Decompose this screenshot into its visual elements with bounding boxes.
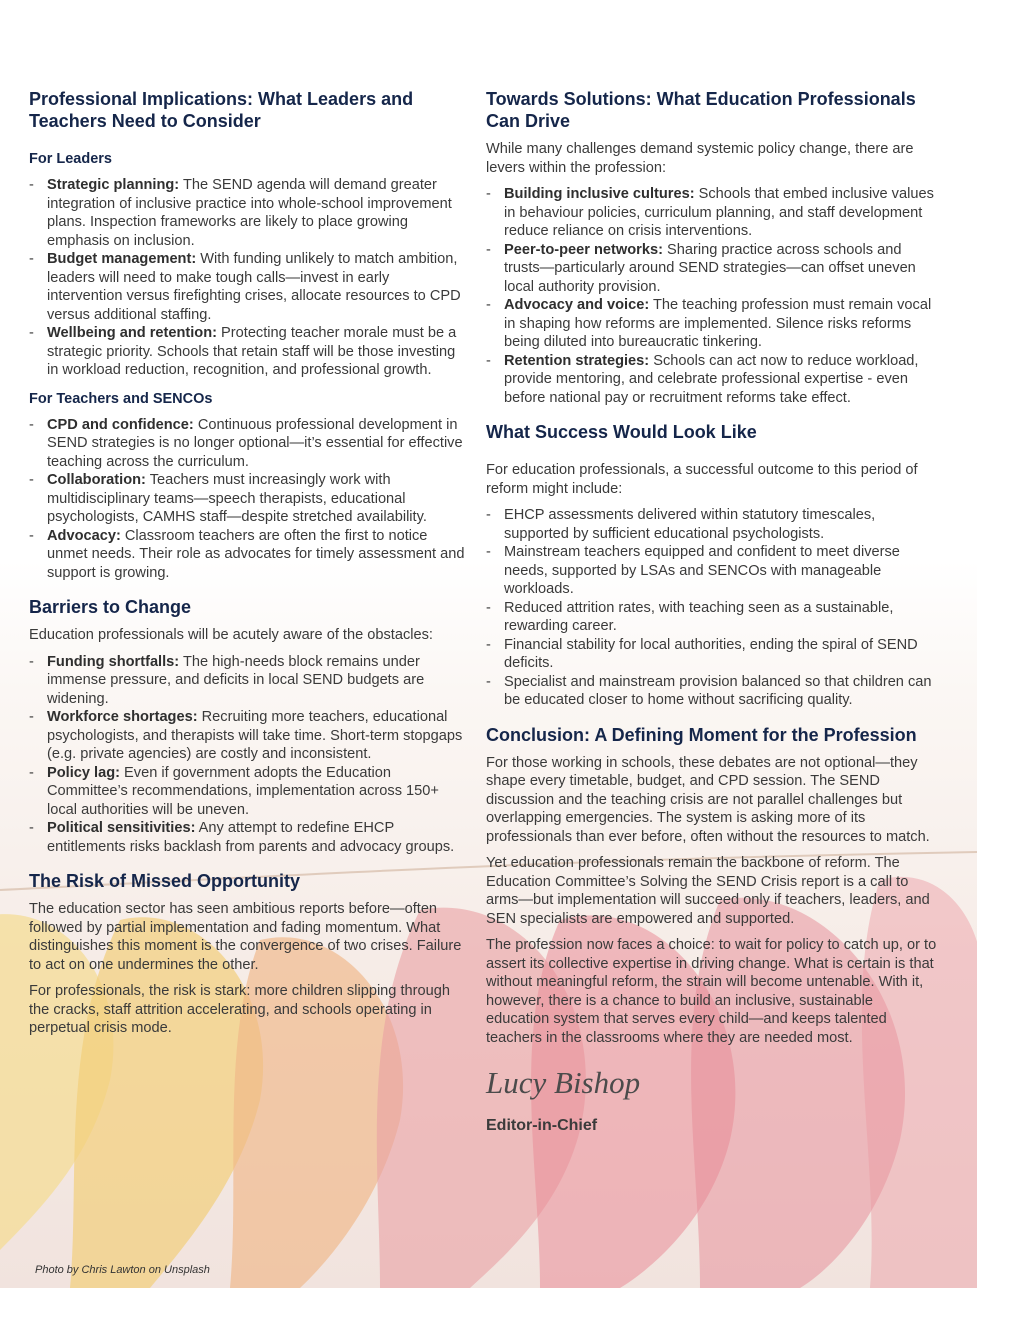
success-intro: For education professionals, a successful outcome to this period of reform might include:: [486, 462, 918, 497]
conclusion-heading: Conclusion: A Defining Moment for the Profession: [486, 724, 917, 745]
solutions-intro: While many challenges demand systemic policy change, there are levers within the profession:: [486, 141, 914, 176]
teachers-subheading: For Teachers and SENCOs: [29, 390, 213, 407]
barriers-intro: Education professionals will be acutely aware of the obstacles:: [29, 627, 433, 643]
list-item: - Political sensitivities: Any attempt to redefine EHCP entitlements risks backlash from parents and advocacy groups.: [29, 819, 465, 856]
author-title: Editor-in-Chief: [486, 1117, 598, 1134]
list-item: - Advocacy and voice: The teaching profession must remain vocal in shaping how reforms are implemented. Silence risks reforms being diluted into bureaucratic tinkering.: [486, 296, 938, 352]
right-column: [486, 88, 938, 1135]
success-heading: What Success Would Look Like: [486, 422, 757, 442]
barriers-section: [29, 596, 465, 856]
list-item: - Advocacy: Classroom teachers are often the first to notice unmet needs. Their role as advocates for timely assessment and support is growing.: [29, 527, 465, 583]
barriers-list: [29, 653, 465, 857]
left-column: [29, 88, 465, 1052]
success-list: [486, 506, 938, 710]
list-item: - Peer-to-peer networks: Sharing practice across schools and trusts—particularly around SEND strategies—can offset uneven local authority provision.: [486, 241, 938, 297]
list-item: - Policy lag: Even if government adopts the Education Committee’s recommendations, implementation across 150+ local authorities will be uneven.: [29, 764, 465, 820]
risk-paragraph-2: For professionals, the risk is stark: more children slipping through the cracks, staff attrition accelerating, and schools operating in perpetual crisis mode.: [29, 983, 450, 1036]
barriers-heading: Barriers to Change: [29, 597, 192, 617]
risk-section: [29, 870, 465, 1038]
solutions-section: [486, 88, 938, 407]
list-item: - Budget management: With funding unlikely to match ambition, leaders will need to make tough calls—invest in early intervention versus firefighting crises, allocate resources to CPD versus additional staffing.: [29, 250, 465, 324]
list-item: - Strategic planning: The SEND agenda will demand greater integration of inclusive practice into whole-school improvement plans. Inspection frameworks are likely to place growing emphasis on inclusion.: [29, 176, 465, 250]
leaders-subheading: For Leaders: [29, 151, 112, 167]
leaders-list: [29, 176, 465, 380]
risk-paragraph-1: The education sector has seen ambitious reports before—often followed by partial implementation and fading momentum. What distinguishes this moment is the convergence of two crises. Failure to act on one undermines the other.: [29, 901, 462, 973]
conclusion-section: [486, 724, 938, 1048]
solutions-list: [486, 185, 938, 407]
list-item: - CPD and confidence: Continuous professional development in SEND strategies is no longer optional—it’s essential for effective teaching across the curriculum.: [29, 416, 465, 472]
list-item: - Building inclusive cultures: Schools that embed inclusive values in behaviour policies, curriculum planning, and staff development reduce reliance on crisis interventions.: [486, 185, 938, 241]
list-item: - Reduced attrition rates, with teaching seen as a sustainable, rewarding career.: [486, 599, 938, 636]
list-item: - Specialist and mainstream provision balanced so that children can be educated closer to home without sacrificing quality.: [486, 673, 938, 710]
implications-section: [29, 88, 465, 582]
author-signature: Lucy Bishop: [486, 1065, 641, 1100]
list-item: - Wellbeing and retention: Protecting teacher morale must be a strategic priority. Schools that retain staff will be those investing in workload reduction, recognition, and professional growth.: [29, 324, 465, 380]
list-item: - Funding shortfalls: The high-needs block remains under immense pressure, and deficits in local SEND budgets are widening.: [29, 653, 465, 709]
list-item: - Workforce shortages: Recruiting more teachers, educational psychologists, and therapists will take time. Short-term stopgaps (e.g. private agencies) are costly and inconsistent.: [29, 708, 465, 764]
photo-credit: Photo by Chris Lawton on Unsplash: [35, 1264, 210, 1276]
conclusion-paragraph-2: Yet education professionals remain the backbone of reform. The Education Committee’s Solving the SEND Crisis report is a call to arms—but implementation will succeed only if teachers, leaders, and SEN specialists are empowered and supported.: [486, 855, 930, 927]
success-section: [486, 421, 938, 710]
conclusion-paragraph-3: The profession now faces a choice: to wait for policy to catch up, or to assert its collective expertise in driving change. What is certain is that without meaningful reform, the strain will become untenable. With it, however, there is a chance to build an inclusive, sustainable education system that serves every child—and keeps talented teachers in the classrooms where they are needed most.: [486, 937, 937, 1046]
teachers-list: [29, 416, 465, 583]
list-item: - Retention strategies: Schools can act now to reduce workload, provide mentoring, and celebrate professional expertise - even before national pay or recruitment reforms take effect.: [486, 352, 938, 408]
list-item: - Financial stability for local authorities, ending the spiral of SEND deficits.: [486, 636, 938, 673]
risk-heading: The Risk of Missed Opportunity: [29, 871, 301, 891]
list-item: - Mainstream teachers equipped and confident to meet diverse needs, supported by LSAs and SENCOs with manageable workloads.: [486, 543, 938, 599]
implications-heading: Professional Implications: What Leaders and Teachers Need to Consider: [29, 89, 414, 131]
conclusion-paragraph-1: For those working in schools, these debates are not optional—they shape every timetable, budget, and CPD session. The SEND discussion and the teaching crisis are not parallel challenges but overlapping emergencies. The system is asking more of its professionals than ever before, often without the resources to match.: [486, 754, 930, 845]
list-item: - EHCP assessments delivered within statutory timescales, supported by sufficient educational psychologists.: [486, 506, 938, 543]
list-item: - Collaboration: Teachers must increasingly work with multidisciplinary teams—speech therapists, educational psychologists, CAMHS staff—despite stretched availability.: [29, 471, 465, 527]
solutions-heading: Towards Solutions: What Education Professionals Can Drive: [486, 89, 916, 131]
